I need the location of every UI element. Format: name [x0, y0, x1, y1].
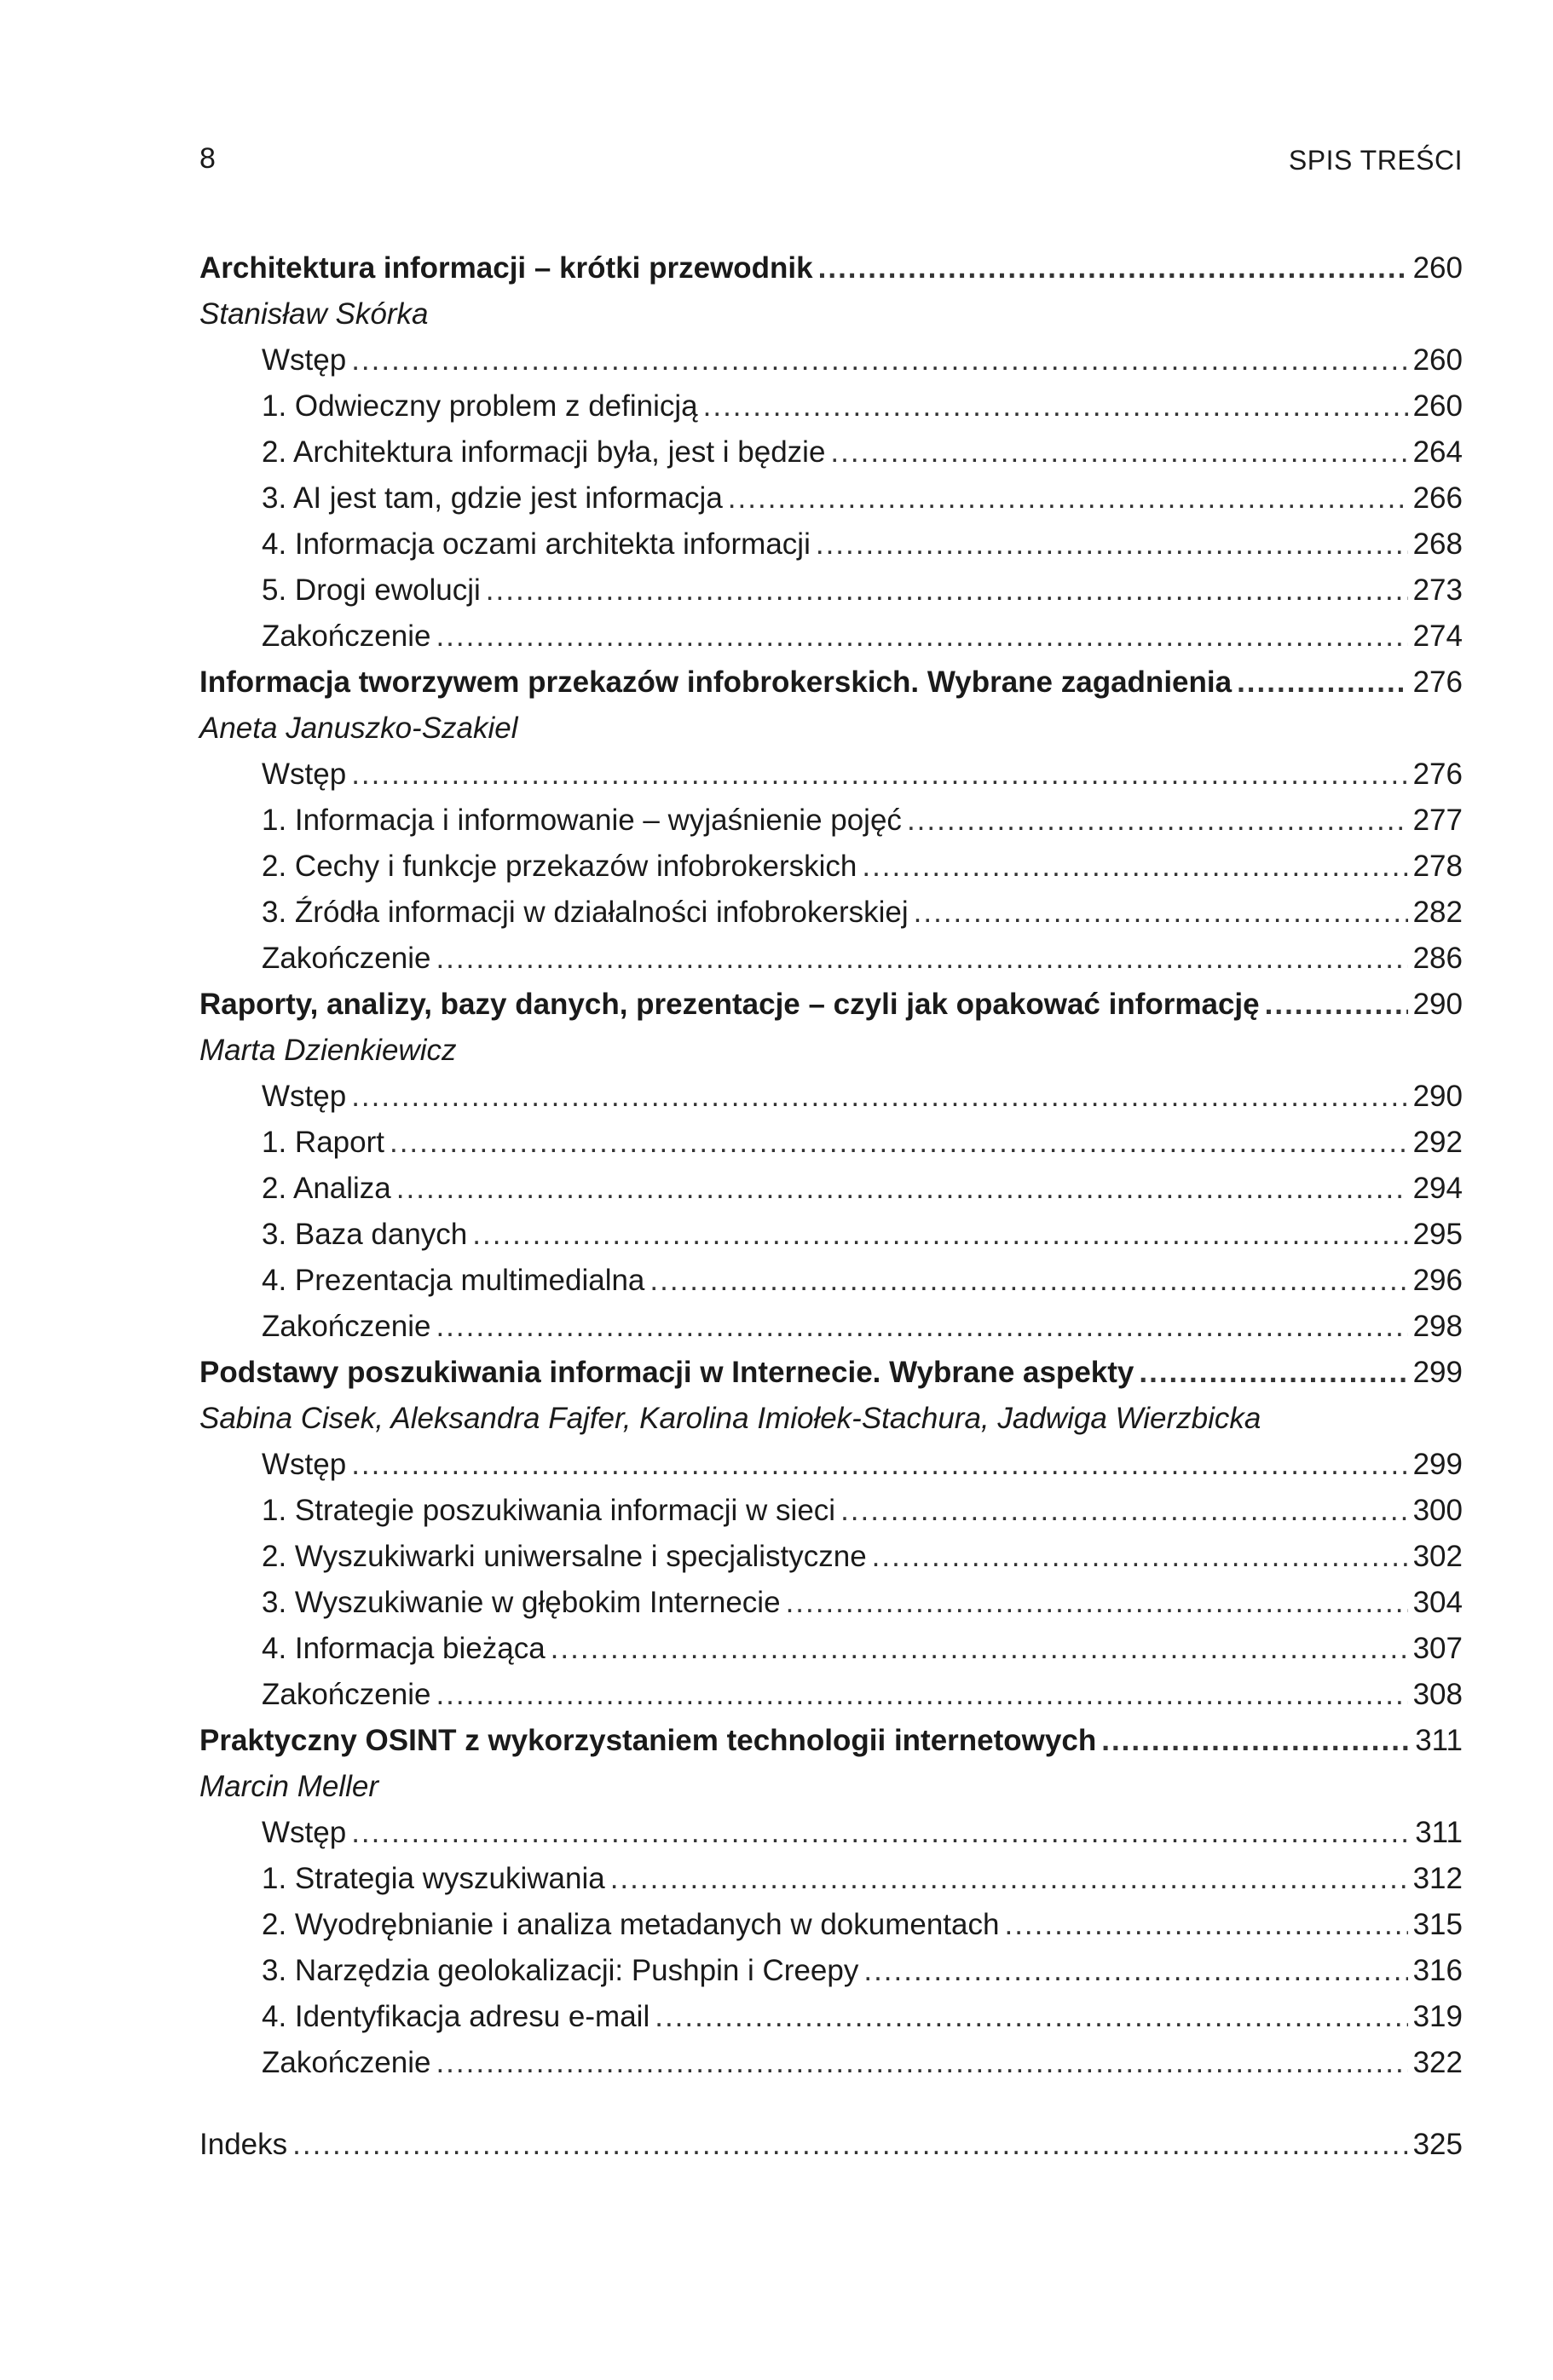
- toc-entry[interactable]: [199, 1120, 1463, 1166]
- dot-leader: [436, 1304, 1407, 1350]
- entry-page: 268: [1412, 527, 1463, 561]
- dot-leader: [486, 568, 1408, 614]
- entry-page: 307: [1412, 1632, 1463, 1665]
- entry-label: Zakończenie: [262, 1310, 431, 1343]
- chapter-page: 290: [1412, 988, 1463, 1021]
- entry-label: 5. Drogi ewolucji: [262, 573, 481, 607]
- entry-label: 1. Informacja i informowanie – wyjaśnienie pojęć: [262, 804, 902, 837]
- dot-leader: [390, 1120, 1408, 1166]
- dot-leader: [830, 429, 1407, 475]
- toc-entry[interactable]: [199, 890, 1463, 936]
- entry-page: 295: [1412, 1218, 1463, 1251]
- entry-page: 302: [1412, 1540, 1463, 1573]
- chapter-title: Podstawy poszukiwania informacji w Internecie. Wybrane aspekty: [199, 1356, 1134, 1389]
- entry-label: Zakończenie: [262, 619, 431, 653]
- dot-leader: [436, 2040, 1407, 2086]
- dot-leader: [818, 245, 1408, 291]
- toc-entry[interactable]: [199, 1074, 1463, 1120]
- table-of-contents: [199, 245, 1463, 2168]
- chapter-title-row[interactable]: [199, 982, 1463, 1028]
- entry-page: 264: [1412, 435, 1463, 469]
- chapter-page: 260: [1412, 251, 1463, 285]
- dot-leader: [551, 1626, 1408, 1672]
- entry-page: 299: [1412, 1448, 1463, 1481]
- chapter-page: 299: [1412, 1356, 1463, 1389]
- dot-leader: [1004, 1902, 1407, 1948]
- toc-section: [199, 1350, 1463, 1718]
- entry-label: Wstęp: [262, 1816, 347, 1849]
- page-number: 8: [199, 142, 216, 175]
- toc-entry[interactable]: [199, 1994, 1463, 2040]
- entry-label: 1. Strategie poszukiwania informacji w sieci: [262, 1494, 836, 1527]
- entry-label: 4. Identyfikacja adresu e-mail: [262, 2000, 650, 2033]
- entry-label: 1. Raport: [262, 1126, 384, 1159]
- chapter-title-row[interactable]: [199, 1350, 1463, 1396]
- toc-entry[interactable]: [199, 383, 1463, 429]
- chapter-author: Stanisław Skórka: [199, 297, 429, 331]
- entry-label: Zakończenie: [262, 2046, 431, 2079]
- dot-leader: [292, 2122, 1407, 2168]
- toc-entry[interactable]: [199, 1488, 1463, 1534]
- entry-page: 274: [1412, 619, 1463, 653]
- dot-leader: [1139, 1350, 1407, 1396]
- toc-entry[interactable]: [199, 752, 1463, 798]
- toc-entry[interactable]: [199, 844, 1463, 890]
- chapter-title-row[interactable]: [199, 245, 1463, 291]
- entry-label: 2. Cechy i funkcje przekazów infobrokerskich: [262, 850, 857, 883]
- toc-section: [199, 245, 1463, 660]
- toc-entry[interactable]: [199, 1948, 1463, 1994]
- index-entry[interactable]: [199, 2122, 1463, 2168]
- dot-leader: [1101, 1718, 1410, 1764]
- toc-entry[interactable]: [199, 1166, 1463, 1212]
- dot-leader: [655, 1994, 1407, 2040]
- dot-leader: [436, 1672, 1407, 1718]
- entry-page: 298: [1412, 1310, 1463, 1343]
- entry-page: 277: [1412, 804, 1463, 837]
- entry-page: 316: [1412, 1954, 1463, 1987]
- entry-label: Zakończenie: [262, 942, 431, 975]
- dot-leader: [396, 1166, 1408, 1212]
- entry-label: Wstęp: [262, 758, 347, 791]
- toc-entry[interactable]: [199, 337, 1463, 383]
- entry-label: 4. Informacja bieżąca: [262, 1632, 546, 1665]
- dot-leader: [728, 475, 1408, 522]
- dot-leader: [786, 1580, 1408, 1626]
- toc-entry[interactable]: [199, 614, 1463, 660]
- entry-label: 4. Informacja oczami architekta informacji: [262, 527, 811, 561]
- toc-entry[interactable]: [199, 1810, 1463, 1856]
- dot-leader: [649, 1258, 1407, 1304]
- index-page: 325: [1412, 2128, 1463, 2161]
- toc-entry[interactable]: [199, 475, 1463, 522]
- dot-leader: [436, 614, 1407, 660]
- entry-label: 3. Wyszukiwanie w głębokim Internecie: [262, 1586, 781, 1619]
- toc-section: [199, 660, 1463, 982]
- dot-leader: [907, 798, 1408, 844]
- toc-section: [199, 1718, 1463, 2086]
- dot-leader: [351, 1442, 1407, 1488]
- chapter-title: Architektura informacji – krótki przewodnik: [199, 251, 813, 285]
- toc-entry[interactable]: [199, 936, 1463, 982]
- dot-leader: [816, 522, 1408, 568]
- entry-label: Wstęp: [262, 1080, 347, 1113]
- entry-page: 260: [1412, 389, 1463, 423]
- entry-label: Wstęp: [262, 1448, 347, 1481]
- toc-section: [199, 982, 1463, 1350]
- dot-leader: [1237, 660, 1408, 706]
- entry-page: 308: [1412, 1678, 1463, 1711]
- toc-entry[interactable]: [199, 2040, 1463, 2086]
- dot-leader: [914, 890, 1408, 936]
- toc-entry[interactable]: [199, 429, 1463, 475]
- toc-entry[interactable]: [199, 1672, 1463, 1718]
- entry-label: 3. Baza danych: [262, 1218, 468, 1251]
- entry-page: 296: [1412, 1264, 1463, 1297]
- chapter-author: Marcin Meller: [199, 1770, 379, 1803]
- dot-leader: [703, 383, 1408, 429]
- chapter-title: Informacja tworzywem przekazów infobrokerskich. Wybrane zagadnienia: [199, 666, 1233, 699]
- dot-leader: [436, 936, 1407, 982]
- entry-label: 2. Architektura informacji była, jest i będzie: [262, 435, 826, 469]
- entry-label: 2. Wyszukiwarki uniwersalne i specjalistyczne: [262, 1540, 867, 1573]
- toc-entry[interactable]: [199, 1258, 1463, 1304]
- dot-leader: [351, 752, 1407, 798]
- entry-label: 1. Odwieczny problem z definicją: [262, 389, 698, 423]
- dot-leader: [351, 337, 1407, 383]
- toc-entry[interactable]: [199, 568, 1463, 614]
- entry-page: 319: [1412, 2000, 1463, 2033]
- entry-page: 282: [1412, 896, 1463, 929]
- entry-page: 266: [1412, 481, 1463, 515]
- chapter-title: Raporty, analizy, bazy danych, prezentacje – czyli jak opakować informację: [199, 988, 1260, 1021]
- entry-label: 3. Źródła informacji w działalności infobrokerskiej: [262, 896, 909, 929]
- toc-entry[interactable]: [199, 1212, 1463, 1258]
- chapter-author: Marta Dzienkiewicz: [199, 1034, 457, 1067]
- entry-page: 311: [1415, 1816, 1463, 1849]
- entry-page: 312: [1412, 1862, 1463, 1895]
- chapter-title: Praktyczny OSINT z wykorzystaniem technologii internetowych: [199, 1724, 1097, 1757]
- chapter-author: Aneta Januszko-Szakiel: [199, 712, 518, 745]
- entry-page: 304: [1412, 1586, 1463, 1619]
- dot-leader: [863, 1948, 1407, 1994]
- dot-leader: [351, 1810, 1410, 1856]
- chapter-title-row[interactable]: [199, 660, 1463, 706]
- entry-label: 3. AI jest tam, gdzie jest informacja: [262, 481, 723, 515]
- toc-entry[interactable]: [199, 1580, 1463, 1626]
- entry-page: 276: [1412, 758, 1463, 791]
- toc-entry[interactable]: [199, 798, 1463, 844]
- entry-page: 286: [1412, 942, 1463, 975]
- entry-page: 260: [1412, 343, 1463, 377]
- dot-leader: [351, 1074, 1407, 1120]
- entry-label: 4. Prezentacja multimedialna: [262, 1264, 645, 1297]
- dot-leader: [1265, 982, 1408, 1028]
- entry-label: 1. Strategia wyszukiwania: [262, 1862, 605, 1895]
- chapter-title-row[interactable]: [199, 1718, 1463, 1764]
- entry-label: 2. Wyodrębnianie i analiza metadanych w dokumentach: [262, 1908, 1000, 1941]
- entry-label: 2. Analiza: [262, 1172, 391, 1205]
- running-head: SPIS TREŚCI: [1288, 145, 1463, 176]
- entry-page: 315: [1412, 1908, 1463, 1941]
- toc-entry[interactable]: [199, 1902, 1463, 1948]
- entry-page: 278: [1412, 850, 1463, 883]
- entry-page: 294: [1412, 1172, 1463, 1205]
- entry-page: 273: [1412, 573, 1463, 607]
- toc-entry[interactable]: [199, 1304, 1463, 1350]
- dot-leader: [840, 1488, 1408, 1534]
- entry-label: Wstęp: [262, 343, 347, 377]
- toc-entry[interactable]: [199, 1534, 1463, 1580]
- toc-entry[interactable]: [199, 1626, 1463, 1672]
- entry-page: 300: [1412, 1494, 1463, 1527]
- entry-page: 322: [1412, 2046, 1463, 2079]
- dot-leader: [610, 1856, 1408, 1902]
- entry-page: 292: [1412, 1126, 1463, 1159]
- toc-entry[interactable]: [199, 1442, 1463, 1488]
- chapter-page: 276: [1412, 666, 1463, 699]
- dot-leader: [862, 844, 1407, 890]
- chapter-page: 311: [1415, 1724, 1463, 1757]
- index-label: Indeks: [199, 2128, 288, 2161]
- dot-leader: [872, 1534, 1408, 1580]
- entry-page: 290: [1412, 1080, 1463, 1113]
- dot-leader: [472, 1212, 1407, 1258]
- toc-entry[interactable]: [199, 1856, 1463, 1902]
- entry-label: Zakończenie: [262, 1678, 431, 1711]
- entry-label: 3. Narzędzia geolokalizacji: Pushpin i Creepy: [262, 1954, 859, 1987]
- chapter-author: Sabina Cisek, Aleksandra Fajfer, Karolina Imiołek-Stachura, Jadwiga Wierzbicka: [199, 1402, 1261, 1435]
- toc-entry[interactable]: [199, 522, 1463, 568]
